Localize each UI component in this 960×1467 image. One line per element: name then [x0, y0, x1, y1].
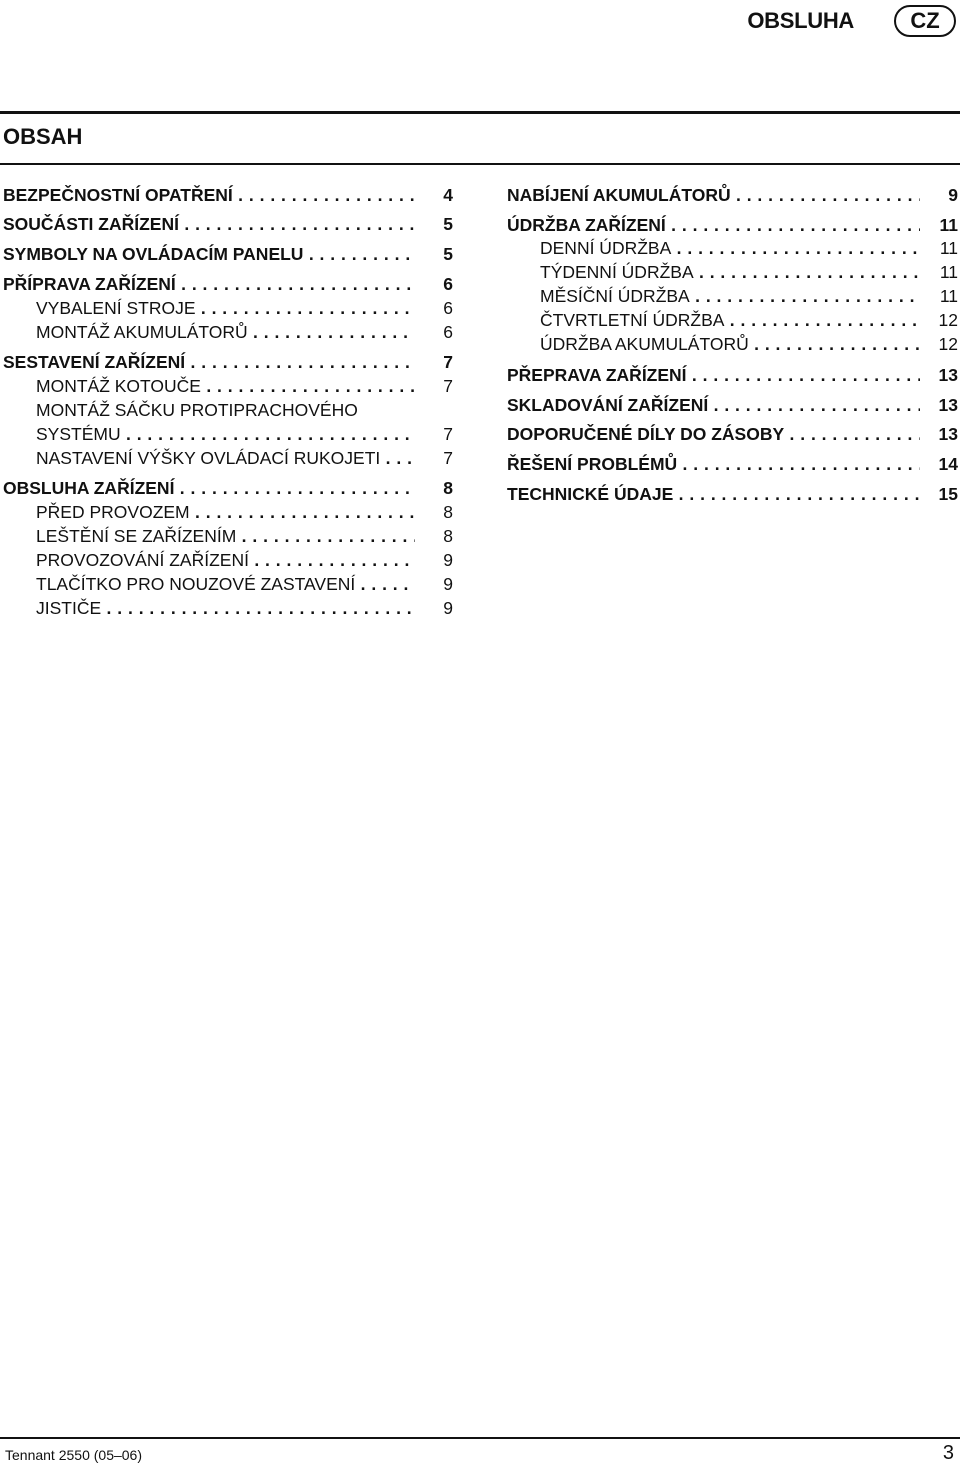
toc-entry[interactable]	[3, 422, 453, 446]
toc-entry-page: 7	[443, 424, 453, 444]
toc-entry-label: MONTÁŽ KOTOUČE . . .	[36, 374, 415, 398]
toc-entry-page: 5	[443, 214, 453, 234]
toc-entry-page: 13	[938, 365, 958, 385]
toc-entry[interactable]	[3, 296, 453, 320]
toc-entry-page: 11	[939, 215, 958, 235]
toc-entry-page: 9	[443, 550, 453, 570]
toc-entry[interactable]	[3, 596, 453, 620]
contents-title: OBSAH	[3, 124, 83, 149]
toc-entry-label: NASTAVENÍ VÝŠKY OVLÁDACÍ RUKOJETI . . .	[36, 446, 415, 470]
toc-entry-page: 12	[938, 310, 958, 330]
toc-entry-label: TLAČÍTKO PRO NOUZOVÉ ZASTAVENÍ . . .	[36, 572, 415, 596]
toc-entry[interactable]	[3, 446, 453, 470]
toc-entry-page: 7	[443, 376, 453, 396]
toc-entry-page: 6	[443, 298, 453, 318]
toc-entry[interactable]	[3, 572, 453, 596]
toc-entry-page: 13	[938, 395, 958, 415]
toc-entry-label: DENNÍ ÚDRŽBA . . .	[540, 236, 920, 260]
toc-entry[interactable]	[507, 213, 958, 237]
toc-entry-label: SOUČÁSTI ZAŘÍZENÍ . . .	[3, 212, 415, 236]
toc-entry[interactable]	[3, 548, 453, 572]
toc-entry[interactable]	[3, 374, 453, 398]
toc-entry-page: 9	[443, 574, 453, 594]
footer-divider	[0, 1437, 960, 1439]
toc-entry-page: 13	[938, 424, 958, 444]
toc-entry-page: 7	[443, 448, 453, 468]
toc-entry[interactable]	[3, 183, 453, 207]
toc-entry[interactable]	[3, 272, 453, 296]
toc-entry-label: NABÍJENÍ AKUMULÁTORŮ . . .	[507, 183, 920, 207]
toc-entry-label: ČTVRTLETNÍ ÚDRŽBA . . .	[540, 308, 920, 332]
toc-entry-label: MONTÁŽ AKUMULÁTORŮ . . .	[36, 320, 415, 344]
toc-entry-label: PŘED PROVOZEM . . .	[36, 500, 415, 524]
header-title: OBSLUHA	[747, 8, 854, 33]
toc-entry-page: 6	[443, 274, 453, 294]
toc-entry-page: 6	[443, 322, 453, 342]
title-divider	[0, 163, 960, 165]
toc-entry[interactable]	[3, 242, 453, 266]
toc-entry-label: MONTÁŽ SÁČKU PROTIPRACHOVÉHO	[36, 400, 358, 420]
toc-entry[interactable]	[507, 308, 958, 332]
toc-entry-page: 8	[443, 502, 453, 522]
toc-entry[interactable]	[3, 476, 453, 500]
toc-entry-page: 9	[443, 598, 453, 618]
toc-entry[interactable]	[507, 236, 958, 260]
toc-entry[interactable]	[507, 482, 958, 506]
toc-entry-page: 4	[443, 185, 453, 205]
toc-entry-label: VYBALENÍ STROJE . . .	[36, 296, 415, 320]
toc-entry[interactable]	[3, 524, 453, 548]
page-number: 3	[942, 1442, 954, 1464]
toc-entry-page: 8	[443, 478, 453, 498]
toc-entry-page: 11	[939, 286, 958, 306]
toc-entry-page: 15	[938, 484, 958, 504]
toc-entry[interactable]	[3, 320, 453, 344]
toc-entry[interactable]	[507, 284, 958, 308]
toc-entry[interactable]	[507, 260, 958, 284]
toc-entry-label: SYSTÉMU . . .	[36, 422, 415, 446]
top-divider	[0, 111, 960, 114]
toc-entry-page: 5	[443, 244, 453, 264]
language-badge: CZ	[894, 5, 956, 37]
toc-entry[interactable]	[3, 212, 453, 236]
toc-entry-page: 7	[443, 352, 453, 372]
toc-entry[interactable]	[507, 452, 958, 476]
toc-entry-label: BEZPEČNOSTNÍ OPATŘENÍ . . .	[3, 183, 415, 207]
footer-model: Tennant 2550 (05–06)	[5, 1447, 142, 1463]
toc-entry[interactable]	[507, 332, 958, 356]
toc-entry[interactable]	[507, 422, 958, 446]
toc-entry-label: PŘÍPRAVA ZAŘÍZENÍ . . .	[3, 272, 415, 296]
toc-entry-label: ŘEŠENÍ PROBLÉMŮ . . .	[507, 452, 920, 476]
toc-entry[interactable]	[3, 398, 453, 422]
toc-entry-label: TECHNICKÉ ÚDAJE . . .	[507, 482, 920, 506]
toc-entry-label: SYMBOLY NA OVLÁDACÍM PANELU . . .	[3, 242, 415, 266]
toc-entry[interactable]	[507, 183, 958, 207]
toc-entry-label: OBSLUHA ZAŘÍZENÍ . . .	[3, 476, 415, 500]
toc-entry-label: SKLADOVÁNÍ ZAŘÍZENÍ . . .	[507, 393, 920, 417]
toc-entry-label: PŘEPRAVA ZAŘÍZENÍ . . .	[507, 363, 920, 387]
toc-entry-page: 12	[938, 334, 958, 354]
toc-entry-label: MĚSÍČNÍ ÚDRŽBA . . .	[540, 284, 920, 308]
toc-entry-label: TÝDENNÍ ÚDRŽBA . . .	[540, 260, 920, 284]
toc-entry[interactable]	[3, 350, 453, 374]
toc-entry[interactable]	[3, 500, 453, 524]
toc-entry[interactable]	[507, 363, 958, 387]
toc-entry-label: SESTAVENÍ ZAŘÍZENÍ . . .	[3, 350, 415, 374]
toc-entry-page: 11	[939, 262, 958, 282]
toc-entry-page: 11	[939, 238, 958, 258]
toc-entry-page: 9	[948, 185, 958, 205]
toc-entry-label: PROVOZOVÁNÍ ZAŘÍZENÍ . . .	[36, 548, 415, 572]
toc-entry-label: ÚDRŽBA AKUMULÁTORŮ . . .	[540, 332, 920, 356]
toc-entry-page: 14	[938, 454, 958, 474]
toc-entry-label: LEŠTĚNÍ SE ZAŘÍZENÍM . . .	[36, 524, 415, 548]
toc-entry-page: 8	[443, 526, 453, 546]
toc-entry-label: JISTIČE . . .	[36, 596, 415, 620]
toc-entry-label: ÚDRŽBA ZAŘÍZENÍ . . .	[507, 213, 920, 237]
toc-entry[interactable]	[507, 393, 958, 417]
toc-entry-label: DOPORUČENÉ DÍLY DO ZÁSOBY . . .	[507, 422, 920, 446]
